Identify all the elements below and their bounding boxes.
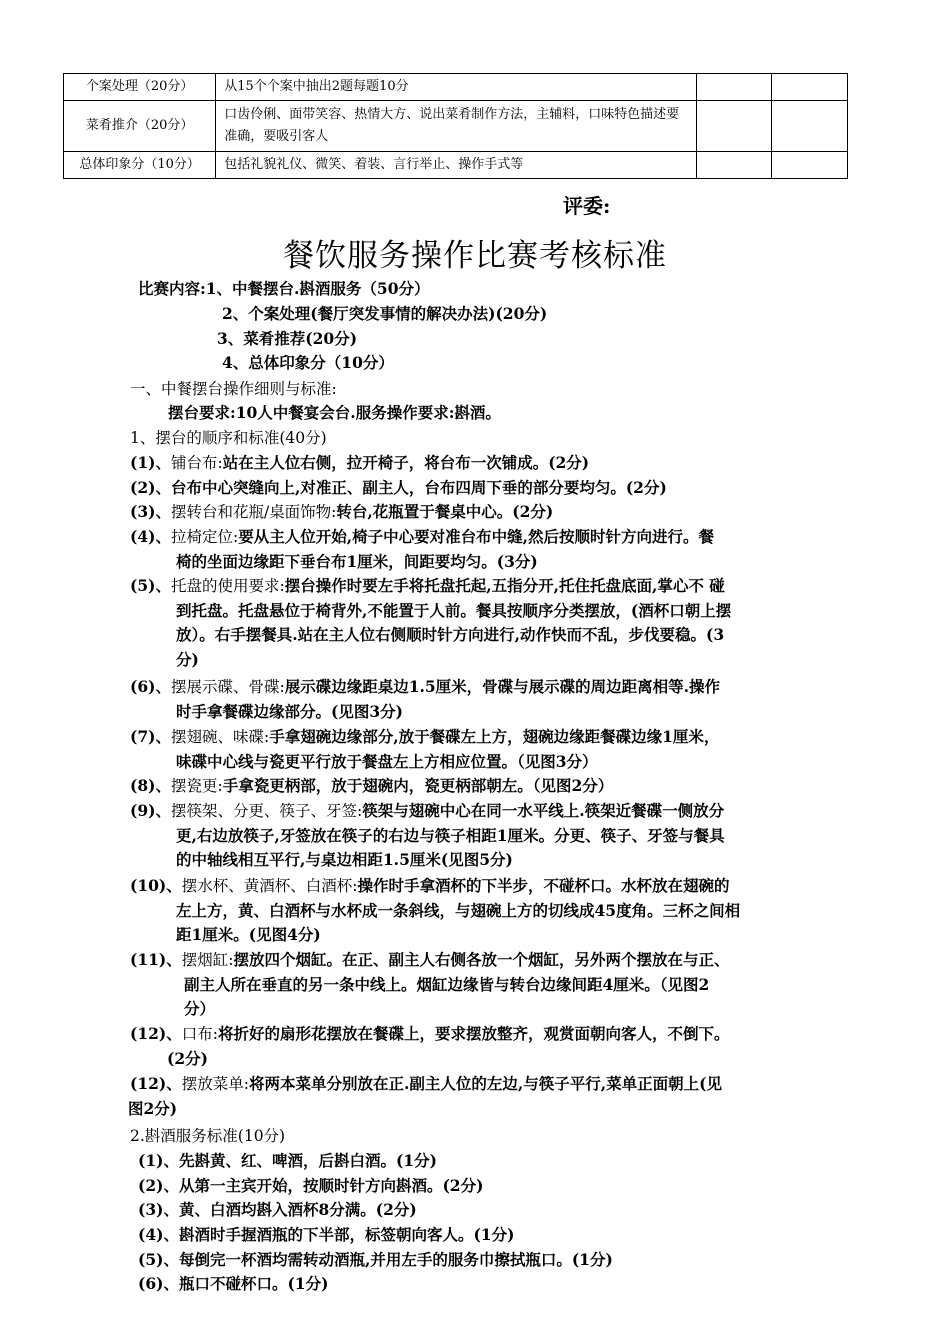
step-number: (11)、: [130, 950, 182, 969]
step-line: [130, 725, 719, 750]
step-line: [176, 648, 199, 673]
list-item: (1)、先斟黄、红、啤酒，后斟白酒。(1分): [138, 1151, 437, 1170]
judges-label: 评委:: [563, 194, 611, 218]
step-number: (12)、: [130, 1024, 182, 1043]
step-label: 摆瓷更:: [170, 777, 223, 795]
step-text: (2分): [167, 1048, 208, 1068]
step-line: [176, 623, 724, 648]
contents-item: 2、个案处理(餐厅突发事情的解决办法)(20分): [222, 304, 548, 323]
step-text: 将两本菜单分别放在正.副主人位的左边,与筷子平行,菜单正面朝上(见: [248, 1074, 723, 1093]
step-number: (7)、: [130, 727, 171, 746]
contents-item: 1、中餐摆台.斟酒服务（50分）: [205, 279, 430, 298]
step-number: (10)、: [130, 876, 182, 895]
step-text: 味碟中心线与瓷更平行放于餐盘左上方相应位置。（见图3分）: [176, 751, 598, 771]
list-item: (5)、每倒完一杯酒均需转动酒瓶,并用左手的服务巾擦拭瓶口。(1分): [138, 1250, 613, 1269]
step-line: [176, 750, 598, 775]
step-line: [176, 899, 740, 924]
step-line: [130, 1022, 730, 1047]
step-text: 要从主人位开始,椅子中心要对准台布中缝,然后按顺时针方向进行。餐: [238, 527, 714, 546]
step-line: [128, 1097, 177, 1122]
step-text: 放）。右手摆餐具.站在主人位右侧顺时针方向进行,动作快而不乱，步伐要稳。(3: [176, 625, 725, 645]
step-line: [130, 774, 613, 799]
step-label: 口布:: [181, 1025, 218, 1043]
step-label: 拉椅定位:: [170, 528, 239, 546]
section2-heading: 2.斟酒服务标准(10分): [130, 1127, 286, 1145]
step-text: 到托盘。托盘悬位于椅背外,不能置于人前。餐具按顺序分类摆放，(酒杯口朝上摆: [176, 600, 732, 620]
step-line: [176, 550, 538, 575]
list-item: (6)、瓶口不碰杯口。(1分): [138, 1274, 329, 1293]
step-text: 展示碟边缘距桌边1.5厘米，骨碟与展示碟的周边距离相等.操作: [284, 677, 721, 696]
step-label: 摆筷架、分更、筷子、牙签:: [170, 802, 363, 820]
step-number: (12)、: [130, 1074, 182, 1093]
step-text: 的中轴线相互平行,与桌边相距1.5厘米(见图5分): [176, 850, 513, 870]
step-line: [176, 923, 321, 948]
list-item: (3)、黄、白酒均斟入酒杯8分满。(2分): [138, 1200, 417, 1219]
page-title: 餐饮服务操作比赛考核标准: [283, 238, 667, 274]
step-text: 筷架与翅碗中心在同一水平线上.筷架近餐碟一侧放分: [362, 801, 725, 820]
table-row: [64, 101, 848, 152]
step-text: 分）: [184, 999, 216, 1019]
step-line: [176, 824, 725, 849]
step-line: [130, 799, 724, 824]
step-number: (3)、: [130, 502, 171, 521]
step-line: [130, 948, 730, 973]
step-label: 摆放菜单:: [181, 1075, 249, 1093]
step-line: [176, 700, 403, 725]
section1-requirement: 摆台要求:10人中餐宴会台.服务操作要求:斟酒。: [168, 403, 501, 422]
step-label: 摆展示碟、骨碟:: [170, 678, 285, 696]
step-line: [130, 500, 553, 525]
table-cell-score: [696, 74, 772, 101]
step-label: 摆翅碗、味碟:: [170, 728, 270, 746]
contents-item: 4、总体印象分（10分）: [222, 353, 394, 372]
step-line: [130, 874, 730, 899]
contents-label: 比赛内容:: [138, 279, 206, 298]
step-label: 摆水杯、黄酒杯、白酒杯:: [181, 877, 358, 895]
step-line: [130, 675, 720, 700]
section1-heading: 一、中餐摆台操作细则与标准:: [130, 380, 337, 398]
list-item: (2)、从第一主宾开始，按顺时针方向斟酒。(2分): [138, 1176, 484, 1195]
step-number: (9)、: [130, 801, 171, 820]
table-cell-desc: 包括礼貌礼仪、微笑、着装、言行举止、操作手式等: [216, 152, 697, 179]
step-text: 时手拿餐碟边缘部分。(见图3分): [176, 701, 403, 721]
step-text: 图2分): [128, 1098, 178, 1118]
step-number: (8)、: [130, 776, 171, 795]
step-text: 摆台操作时要左手将托盘托起,五指分开,托住托盘底面,掌心不 碰: [284, 576, 725, 595]
step-line: [167, 1047, 208, 1072]
step-label: 摆烟缸:: [181, 951, 234, 969]
table-cell-item: 总体印象分（10分）: [64, 152, 216, 179]
table-row: [64, 152, 848, 179]
table-cell-desc: 口齿伶俐、面带笑容、热情大方、说出菜肴制作方法，主辅料，口味特色描述要准确，要吸引客人: [216, 101, 697, 152]
step-number: (6)、: [130, 677, 171, 696]
step-line: [184, 973, 709, 998]
step-label: 摆转台和花瓶/桌面饰物:: [170, 503, 337, 521]
step-text: 手拿瓷更柄部，放于翅碗内，瓷更柄部朝左。（见图2分）: [222, 776, 614, 795]
contents-line-1: [138, 277, 430, 302]
step-text: 操作时手拿酒杯的下半步，不碰杯口。水杯放在翅碗的: [357, 876, 730, 895]
step-line: [184, 997, 215, 1022]
step-text: 椅的坐面边缘距下垂台布1厘米，间距要均匀。(3分): [176, 551, 538, 571]
section1-subheading: 1、摆台的顺序和标准(40分): [130, 429, 327, 447]
step-line: [176, 599, 731, 624]
table-cell-note: [772, 101, 848, 152]
step-label: 铺台布:: [170, 454, 223, 472]
step-line: [130, 1072, 722, 1097]
step-text: 将折好的扇形花摆放在餐碟上，要求摆放整齐，观赏面朝向客人，不倒下。: [217, 1024, 730, 1043]
step-text: 台布中心突缝向上,对准正、副主人，台布四周下垂的部分要均匀。(2分): [170, 478, 667, 497]
step-text: 摆放四个烟缸。在正、副主人右侧各放一个烟缸，另外两个摆放在与正、: [233, 950, 730, 969]
step-text: 分): [176, 650, 199, 670]
list-item: (4)、斟酒时手握酒瓶的下半部，标签朝向客人。(1分): [138, 1225, 515, 1244]
step-line: [130, 525, 714, 550]
table-cell-item: 个案处理（20分）: [64, 74, 216, 101]
table-cell-note: [772, 74, 848, 101]
step-number: (4)、: [130, 527, 171, 546]
step-line: [176, 848, 513, 873]
step-text: 更,右边放筷子,牙签放在筷子的右边与筷子相距1厘米。分更、筷子、牙签与餐具: [176, 825, 725, 845]
table-cell-desc: 从15个个案中抽出2题每题10分: [216, 74, 697, 101]
step-label: 托盘的使用要求:: [170, 577, 285, 595]
table-row: [64, 74, 848, 101]
contents-item: 3、菜肴推荐(20分): [217, 329, 358, 348]
step-line: [130, 476, 667, 501]
step-text: 副主人所在垂直的另一条中线上。烟缸边缘皆与转台边缘间距4厘米。（见图2: [184, 974, 710, 994]
step-line: [130, 574, 725, 599]
step-number: (1)、: [130, 453, 171, 472]
step-number: (2)、: [130, 478, 171, 497]
table-cell-score: [696, 101, 772, 152]
step-line: [130, 451, 589, 476]
step-text: 手拿翅碗边缘部分,放于餐碟左上方，翅碗边缘距餐碟边缘1厘米，: [269, 727, 720, 746]
scoring-table: [63, 73, 848, 179]
step-text: 站在主人位右侧，拉开椅子，将台布一次铺成。(2分): [222, 453, 590, 472]
step-text: 左上方，黄、白酒杯与水杯成一条斜线，与翅碗上方的切线成45度角。三杯之间相: [176, 900, 741, 920]
table-cell-score: [696, 152, 772, 179]
table-cell-note: [772, 152, 848, 179]
step-number: (5)、: [130, 576, 171, 595]
step-text: 距1厘米。(见图4分): [176, 925, 321, 945]
table-cell-item: 菜肴推介（20分）: [64, 101, 216, 152]
step-text: 转台,花瓶置于餐桌中心。(2分): [336, 502, 554, 521]
